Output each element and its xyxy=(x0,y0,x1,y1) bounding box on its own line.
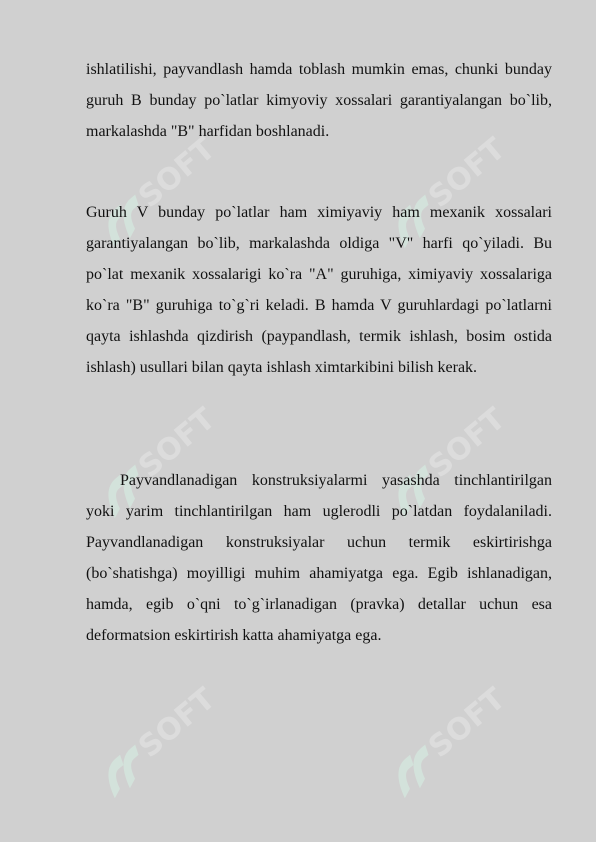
watermark-text: SOFT xyxy=(132,681,223,765)
paragraph-1: ishlatilishi, payvandlash hamda toblash mumkin emas, chunki bunday guruh B bunday po`latlar kimyoviy xossalari garantiyalangan bo`lib, markalashda "B" harfidan boshlanadi. xyxy=(86,61,552,140)
watermark-text: SOFT xyxy=(132,131,223,215)
watermark-logo xyxy=(370,681,520,790)
watermark-logo xyxy=(80,681,230,790)
watermark-text: SOFT xyxy=(422,681,513,765)
watermark-text: SOFT xyxy=(422,401,513,485)
paragraph-3: Payvandlanadigan konstruksiyalarmi yasashda tinchlantirilgan yoki yarim tinchlantirilgan ham uglerodli po`latdan foydalaniladi. Payvandlanadigan konstruksiyalar uchun termik eskirtirishga (bo`shatishga) moyilligi muhim ahamiyatga ega. Egib ishlanadigan, hamda, egib o`qni to`g`irlanadigan (pravka) detallar uchun esa deformatsion eskirtirish katta ahamiyatga ega. xyxy=(86,472,552,644)
watermark-text: SOFT xyxy=(422,131,513,215)
paragraph-2: Guruh V bunday po`latlar ham ximiyaviy ham mexanik xossalari garantiyalangan bo`lib, markalashda oldiga "V" harfi qo`yiladi. Bu po`lat mexanik xossalarigi ko`ra "A" guruhiga, ximiyaviy xossalariga ko`ra "B" guruhiga to`g`ri keladi. B hamda V guruhlardagi po`latlarni qayta ishlashda qizdirish (paypandlash, termik ishlash, bosim ostida ishlash) usullari bilan qayta ishlash ximtarkibini bilish kerak. xyxy=(86,204,552,376)
watermark-text: SOFT xyxy=(132,401,223,485)
